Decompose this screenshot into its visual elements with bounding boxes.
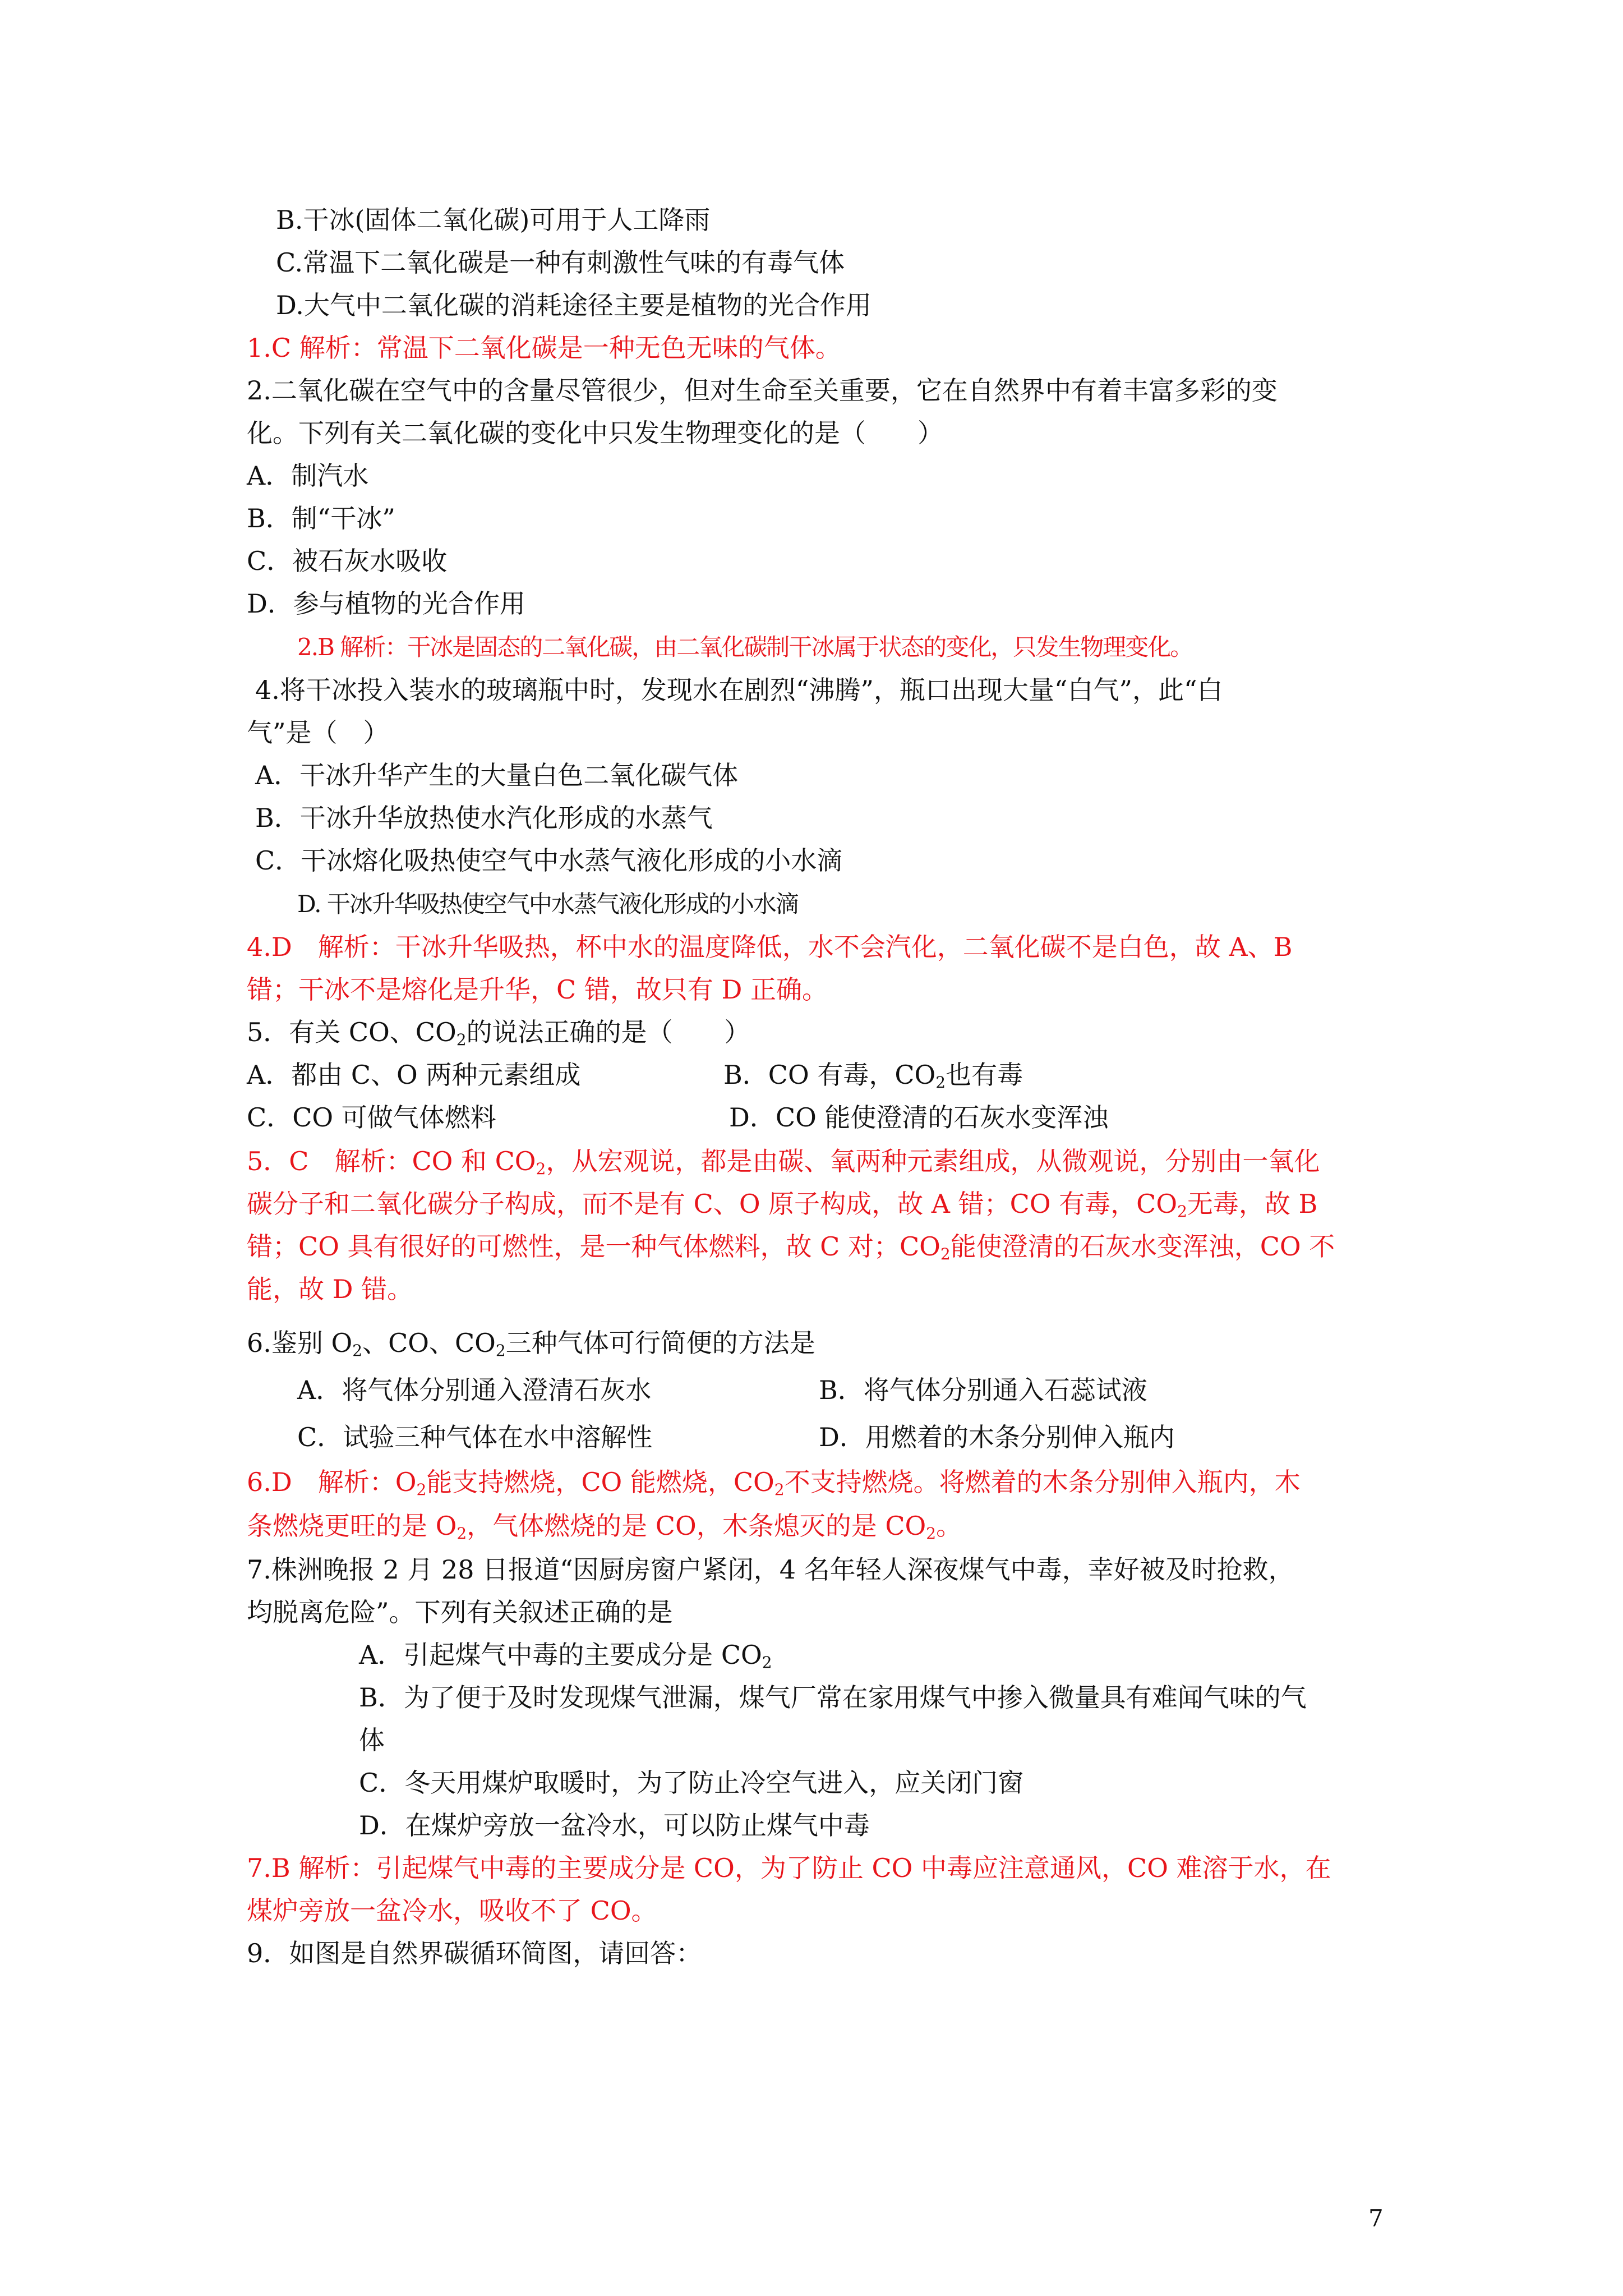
q7-option-c: C．冬天用煤炉取暖时，为了防止冷空气进入，应关闭门窗: [359, 1768, 1024, 1798]
q2-option-d: D．参与植物的光合作用: [247, 588, 525, 619]
q4-option-a: A．干冰升华产生的大量白色二氧化碳气体: [255, 760, 739, 790]
q5-answer-line3: 错；CO 具有很好的可燃性，是一种气体燃料，故 C 对；$CO_2$能使澄清的石灰水变浑浊，CO 不: [247, 1231, 1335, 1263]
q4-stem-line2: 气”是（ ）: [247, 717, 389, 748]
q1-option-d: D.大气中二氧化碳的消耗途径主要是植物的光合作用: [276, 290, 872, 320]
q7-option-d: D．在煤炉旁放一盆冷水，可以防止煤气中毒: [359, 1810, 870, 1841]
q5-answer-line2: 碳分子和二氧化碳分子构成，而不是有 C、O 原子构成，故 A 错；CO 有毒，$CO_2$无毒，故 B: [247, 1189, 1318, 1221]
q4-stem-line1: 4.将干冰投入装水的玻璃瓶中时，发现水在剧烈“沸腾”，瓶口出现大量“白气”，此“白: [255, 675, 1223, 705]
q4-answer-line2: 错；干冰不是熔化是升华，C 错，故只有 D 正确。: [247, 974, 828, 1005]
q2-stem-line2: 化。下列有关二氧化碳的变化中只发生物理变化的是（ ）: [247, 418, 943, 448]
q7-answer-line2: 煤炉旁放一盆冷水，吸收不了 CO。: [247, 1895, 657, 1926]
q2-option-c: C．被石灰水吸收: [247, 546, 448, 576]
q7-stem-line1: 7.株洲晚报 2 月 28 日报道“因厨房窗户紧闭，4 名年轻人深夜煤气中毒，幸好被及时抢救，: [247, 1554, 1294, 1585]
q2-answer: 2.B 解析：干冰是固态的二氧化碳，由二氧化碳制干冰属于状态的变化，只发生物理变化。: [297, 633, 1193, 661]
q4-option-b: B．干冰升华放热使水汽化形成的水蒸气: [255, 803, 713, 833]
q4-option-c: C．干冰熔化吸热使空气中水蒸气液化形成的小水滴: [255, 845, 843, 876]
q6-answer-line1: 6.D 解析：$O_2$能支持燃烧，CO 能燃烧，$CO_2$不支持燃烧。将燃着的木条分别伸入瓶内，木: [247, 1467, 1301, 1499]
q4-option-d: D. 干冰升华吸热使空气中水蒸气液化形成的小水滴: [297, 890, 798, 918]
q1-answer: 1.C 解析：常温下二氧化碳是一种无色无味的气体。: [247, 333, 841, 363]
q7-option-b-line2: 体: [359, 1725, 385, 1755]
q5-option-a: A．都由 C、O 两种元素组成: [247, 1060, 581, 1090]
q7-option-b-line1: B．为了便于及时发现煤气泄漏，煤气厂常在家用煤气中掺入微量具有难闻气味的气: [359, 1682, 1307, 1713]
q6-option-c: C．试验三种气体在水中溶解性: [297, 1422, 653, 1452]
q9-stem: 9．如图是自然界碳循环简图，请回答：: [247, 1938, 702, 1968]
q6-option-b: B．将气体分别通入石蕊试液: [819, 1375, 1147, 1405]
q5-answer-line4: 能，故 D 错。: [247, 1274, 413, 1304]
q6-option-a: A．将气体分别通入澄清石灰水: [297, 1375, 652, 1405]
q6-option-d: D．用燃着的木条分别伸入瓶内: [819, 1422, 1175, 1452]
q5-option-b: B．CO 有毒，$CO_2$也有毒: [723, 1060, 1023, 1092]
q5-stem: 5．有关 CO、$CO_2$的说法正确的是（ ）: [247, 1017, 750, 1049]
q2-stem-line1: 2.二氧化碳在空气中的含量尽管很少，但对生命至关重要，它在自然界中有着丰富多彩的变: [247, 375, 1278, 406]
q4-answer-line1: 4.D 解析：干冰升华吸热，杯中水的温度降低，水不会汽化，二氧化碳不是白色，故 A、B: [247, 932, 1293, 962]
q1-option-b: B.干冰(固体二氧化碳)可用于人工降雨: [276, 205, 711, 235]
q7-option-a: A．引起煤气中毒的主要成分是 $CO_2$: [359, 1640, 772, 1672]
q6-stem: 6.鉴别 $O_2$、CO、$CO_2$三种气体可行简便的方法是: [247, 1328, 815, 1360]
q2-option-b: B．制“干冰”: [247, 503, 395, 533]
q5-option-c: C．CO 可做气体燃料: [247, 1102, 496, 1133]
q7-stem-line2: 均脱离危险”。下列有关叙述正确的是: [247, 1597, 673, 1627]
q2-option-a: A．制汽水: [247, 461, 369, 491]
q5-answer-line1: 5．C 解析：CO 和 $CO_2$，从宏观说，都是由碳、氧两种元素组成，从微观说，分别由一氧化: [247, 1146, 1320, 1178]
q7-answer-line1: 7.B 解析：引起煤气中毒的主要成分是 CO，为了防止 CO 中毒应注意通风，CO 难溶于水，在: [247, 1853, 1331, 1883]
page-number: 7: [1368, 2205, 1384, 2232]
q5-option-d: D．CO 能使澄清的石灰水变浑浊: [729, 1102, 1109, 1133]
q6-answer-line2: 条燃烧更旺的是 $O_2$，气体燃烧的是 CO，木条熄灭的是 $CO_2$。: [247, 1511, 962, 1543]
q1-option-c: C.常温下二氧化碳是一种有刺激性气味的有毒气体: [276, 247, 845, 278]
